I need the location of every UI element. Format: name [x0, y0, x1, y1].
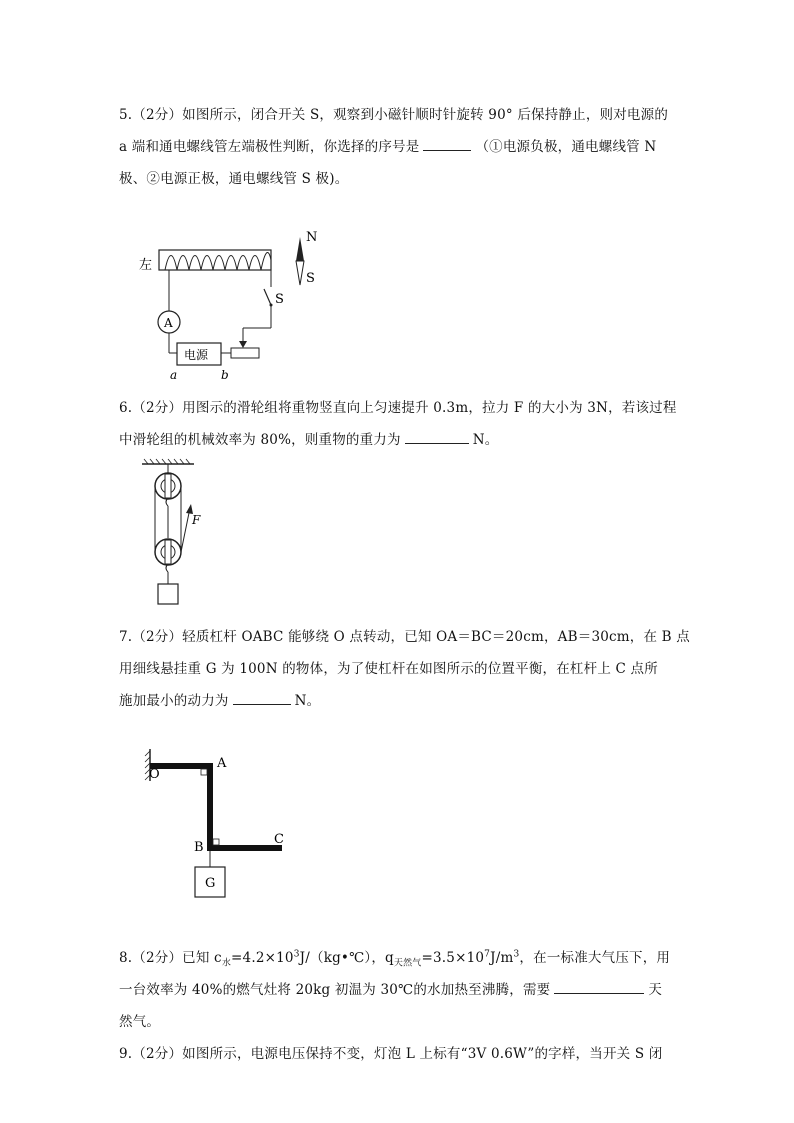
q6-answer-blank[interactable] [405, 430, 469, 444]
q6-line-2 [119, 428, 498, 448]
q8-line-2-text-a: 一台效率为 40%的燃气灶将 20kg 初温为 30℃的水加热至沸腾，需要 [119, 982, 551, 998]
terminal-b-label: b [221, 368, 229, 382]
rheostat-symbol [231, 348, 259, 358]
q8-sub-water: 水 [221, 958, 232, 969]
ammeter-label: A [164, 316, 173, 330]
q7-line-3 [119, 689, 320, 709]
point-o-label: O [149, 767, 160, 782]
q8-line-2-text-b: 天 [648, 982, 663, 998]
terminal-a-label: a [170, 368, 178, 382]
q7-line-2: 用细线悬挂重 G 为 100N 的物体，为了使杠杆在如图所示的位置平衡，在杠杆上 C 点所 [119, 661, 658, 677]
q8-text-5: J/m [490, 950, 514, 966]
load-block [158, 584, 178, 604]
q8-sub-gas: 天然气 [393, 958, 422, 969]
q7-line-3-text-b: N。 [294, 693, 321, 709]
q9-line-1: 9.（2分）如图所示，电源电压保持不变，灯泡 L 上标有“3V 0.6W”的字样，当开关 S 闭 [119, 1046, 663, 1062]
q8-text-1: 8.（2分）已知 c [119, 950, 222, 966]
q5-line-2 [119, 135, 656, 155]
compass-needle-south [296, 261, 304, 285]
q5-circuit-figure [135, 225, 335, 385]
needle-north-label: N [306, 230, 318, 245]
force-label: F [192, 513, 201, 527]
compass-needle-north [296, 237, 304, 261]
q8-line-3: 然气。 [119, 1014, 161, 1030]
power-supply-label: 电源 [184, 348, 209, 362]
q6-pulley-figure [138, 458, 208, 608]
q6-line-1: 6.（2分）用图示的滑轮组将重物竖直向上匀速提升 0.3m，拉力 F 的大小为 3N，若该过程 [119, 400, 677, 416]
point-a-label: A [217, 756, 227, 771]
q7-line-1: 7.（2分）轻质杠杆 OABC 能够绕 O 点转动，已知 OA＝BC＝20cm，AB＝30cm，在 B 点 [119, 629, 690, 645]
q8-exp-2: 7 [484, 949, 491, 960]
q8-text-3: J/（kg•℃），q [299, 950, 394, 966]
q5-answer-blank[interactable] [423, 137, 471, 151]
q7-lever-figure [140, 745, 300, 900]
point-c-label: C [274, 832, 284, 847]
q8-answer-blank[interactable] [554, 980, 644, 994]
q7-line-3-text-a: 施加最小的动力为 [119, 693, 229, 709]
q8-exp-3: 3 [513, 949, 520, 960]
q8-line-2 [119, 978, 662, 998]
lever-oabc [150, 766, 282, 848]
needle-south-label: S [306, 271, 315, 286]
q6-line-2-text-b: N。 [472, 432, 499, 448]
q5-left-label: 左 [139, 258, 153, 273]
q8-text-4: =3.5×10 [421, 950, 485, 966]
q5-line-2-text-b: （①电源负极，通电螺线管 N [475, 139, 657, 155]
weight-label: G [205, 876, 216, 891]
q5-line-2-text-a: a 端和通电螺线管左端极性判断，你选择的序号是 [119, 139, 420, 155]
q6-line-2-text-a: 中滑轮组的机械效率为 80%，则重物的重力为 [119, 432, 401, 448]
switch-label: S [275, 292, 284, 307]
q8-line-1 [119, 946, 670, 969]
q5-line-1: 5.（2分）如图所示，闭合开关 S，观察到小磁针顺时针旋转 90° 后保持静止，则对电源的 [119, 107, 669, 123]
q8-text-2: =4.2×10 [231, 950, 294, 966]
switch-blade [264, 289, 271, 305]
q8-exp-1: 3 [293, 949, 300, 960]
point-b-label: B [194, 840, 204, 855]
q7-answer-blank[interactable] [233, 691, 291, 705]
q8-text-6: ，在一标准大气压下，用 [519, 950, 671, 966]
q5-line-3: 极、②电源正极，通电螺线管 S 极)。 [119, 171, 349, 187]
